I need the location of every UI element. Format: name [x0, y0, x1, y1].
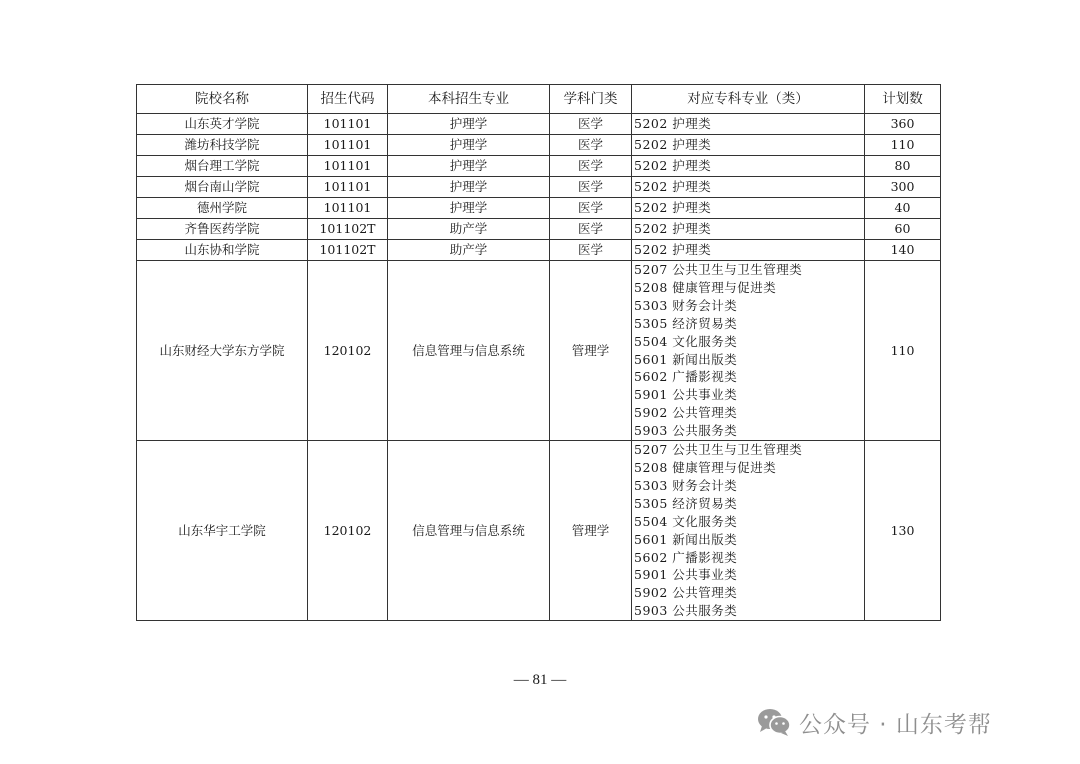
specialty-item: 5202 护理类 [634, 179, 712, 194]
category-cell: 医学 [550, 156, 632, 177]
specialty-item: 5303 财务会计类 [634, 297, 738, 313]
wechat-icon [757, 707, 791, 737]
specialty-item: 5202 护理类 [634, 116, 712, 131]
table-row [137, 261, 941, 441]
specialty-cell [632, 198, 865, 219]
plan-cell: 110 [865, 135, 941, 156]
category-cell: 管理学 [550, 441, 632, 621]
specialty-item: 5602 广播影视类 [634, 369, 738, 385]
table-row [137, 240, 941, 261]
plan-cell: 60 [865, 219, 941, 240]
major-cell: 护理学 [388, 177, 550, 198]
watermark-text: 公众号 · 山东考帮 [799, 711, 992, 738]
code-cell: 101102T [308, 219, 388, 240]
specialty-item: 5202 护理类 [634, 200, 712, 215]
plan-cell: 140 [865, 240, 941, 261]
table-row [137, 135, 941, 156]
header-plan: 计划数 [865, 85, 941, 114]
plan-cell: 130 [865, 441, 941, 621]
specialty-item: 5902 公共管理类 [634, 405, 738, 421]
major-cell: 护理学 [388, 156, 550, 177]
major-cell: 助产学 [388, 219, 550, 240]
watermark [757, 702, 992, 742]
specialty-item: 5305 经济贸易类 [634, 315, 738, 331]
specialty-cell [632, 177, 865, 198]
school-cell: 山东协和学院 [137, 240, 308, 261]
code-cell: 101101 [308, 156, 388, 177]
specialty-item: 5305 经济贸易类 [634, 495, 738, 511]
code-cell: 101101 [308, 114, 388, 135]
plan-cell: 360 [865, 114, 941, 135]
major-cell: 护理学 [388, 114, 550, 135]
code-cell: 120102 [308, 261, 388, 441]
specialty-cell [632, 219, 865, 240]
specialty-item: 5504 文化服务类 [634, 513, 738, 529]
table-row [137, 156, 941, 177]
specialty-item: 5902 公共管理类 [634, 585, 738, 601]
major-cell: 信息管理与信息系统 [388, 261, 550, 441]
specialty-item: 5901 公共事业类 [634, 387, 738, 403]
school-cell: 山东英才学院 [137, 114, 308, 135]
specialty-item: 5208 健康管理与促进类 [634, 279, 777, 295]
major-cell: 信息管理与信息系统 [388, 441, 550, 621]
plan-cell: 300 [865, 177, 941, 198]
table-body [137, 114, 941, 621]
school-cell: 德州学院 [137, 198, 308, 219]
header-code: 招生代码 [308, 85, 388, 114]
category-cell: 医学 [550, 135, 632, 156]
category-cell: 医学 [550, 177, 632, 198]
specialty-item: 5207 公共卫生与卫生管理类 [634, 262, 803, 277]
specialty-cell [632, 261, 865, 441]
specialty-item: 5602 广播影视类 [634, 549, 738, 565]
header-major: 本科招生专业 [388, 85, 550, 114]
specialty-item: 5601 新闻出版类 [634, 531, 738, 547]
code-cell: 101101 [308, 135, 388, 156]
specialty-cell [632, 135, 865, 156]
specialty-item: 5601 新闻出版类 [634, 351, 738, 367]
header-specialty: 对应专科专业（类） [632, 85, 865, 114]
header-category: 学科门类 [550, 85, 632, 114]
major-cell: 助产学 [388, 240, 550, 261]
table-row [137, 219, 941, 240]
school-cell: 山东财经大学东方学院 [137, 261, 308, 441]
plan-cell: 40 [865, 198, 941, 219]
specialty-item: 5504 文化服务类 [634, 333, 738, 349]
specialty-item: 5202 护理类 [634, 137, 712, 152]
specialty-item: 5901 公共事业类 [634, 567, 738, 583]
header-school: 院校名称 [137, 85, 308, 114]
major-cell: 护理学 [388, 135, 550, 156]
specialty-item: 5903 公共服务类 [634, 603, 738, 619]
code-cell: 101101 [308, 198, 388, 219]
specialty-item: 5202 护理类 [634, 242, 712, 257]
category-cell: 医学 [550, 219, 632, 240]
page-number: — 81 — [513, 672, 567, 688]
specialty-item: 5202 护理类 [634, 158, 712, 173]
specialty-item: 5303 财务会计类 [634, 477, 738, 493]
school-cell: 烟台理工学院 [137, 156, 308, 177]
school-cell: 山东华宇工学院 [137, 441, 308, 621]
table-row [137, 114, 941, 135]
code-cell: 101101 [308, 177, 388, 198]
specialty-cell [632, 240, 865, 261]
specialty-cell [632, 114, 865, 135]
specialty-item: 5903 公共服务类 [634, 423, 738, 439]
code-cell: 101102T [308, 240, 388, 261]
category-cell: 医学 [550, 240, 632, 261]
category-cell: 管理学 [550, 261, 632, 441]
table-row [137, 441, 941, 621]
school-cell: 烟台南山学院 [137, 177, 308, 198]
specialty-item: 5202 护理类 [634, 221, 712, 236]
major-cell: 护理学 [388, 198, 550, 219]
school-cell: 潍坊科技学院 [137, 135, 308, 156]
plan-cell: 80 [865, 156, 941, 177]
school-cell: 齐鲁医药学院 [137, 219, 308, 240]
code-cell: 120102 [308, 441, 388, 621]
specialty-item: 5208 健康管理与促进类 [634, 459, 777, 475]
plan-cell: 110 [865, 261, 941, 441]
table-header-row [137, 85, 941, 114]
category-cell: 医学 [550, 114, 632, 135]
table-row [137, 198, 941, 219]
specialty-cell [632, 156, 865, 177]
specialty-cell [632, 441, 865, 621]
category-cell: 医学 [550, 198, 632, 219]
specialty-item: 5207 公共卫生与卫生管理类 [634, 442, 803, 458]
table-row [137, 177, 941, 198]
enrollment-table [136, 84, 941, 621]
